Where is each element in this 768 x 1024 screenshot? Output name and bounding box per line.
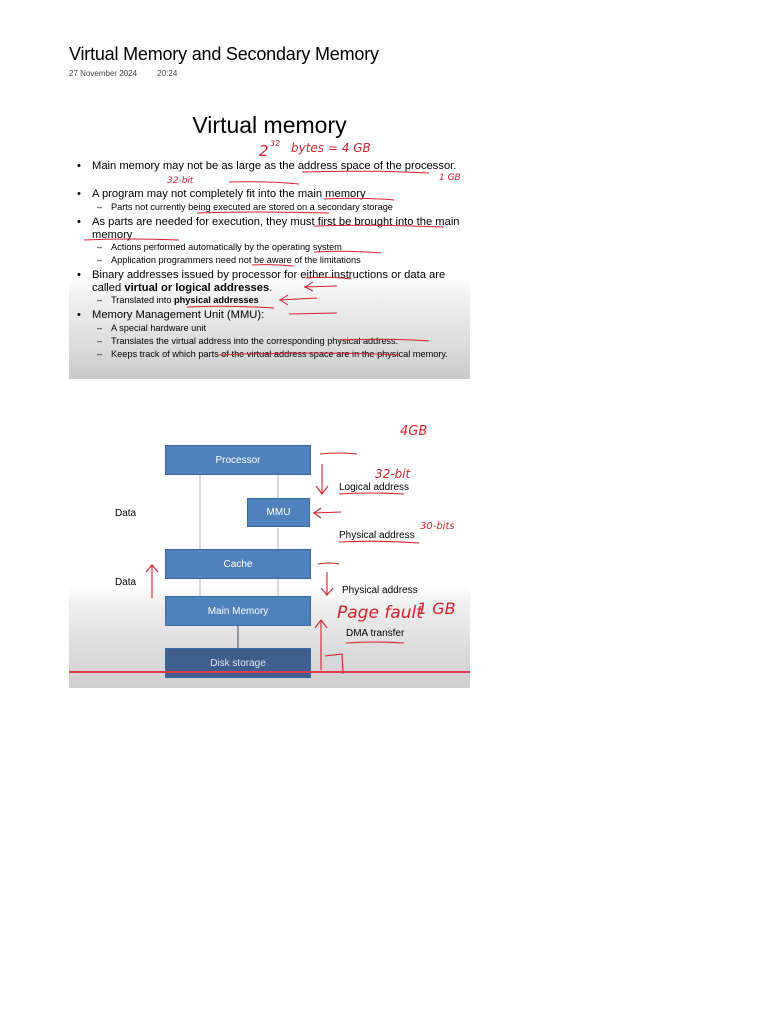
arrow-up-icon	[146, 565, 158, 598]
annotation-page-fault: Page fault	[337, 603, 423, 623]
underline-mark	[84, 239, 179, 240]
underline-mark	[314, 225, 444, 227]
underline-mark	[339, 541, 419, 543]
underline-mark	[197, 212, 329, 213]
underline-mark	[339, 493, 404, 494]
page-time: 20:24	[157, 69, 178, 78]
sub-bullet-item: – Translated into physical addresses	[97, 295, 259, 305]
sub-bullet-item: – Application programmers need not be aware of the limitations	[97, 255, 361, 265]
formula-exponent: 32	[270, 139, 281, 148]
bullet-item: • Binary addresses issued by processor for either instructions or data are called virtual or logical addresses.	[77, 269, 446, 294]
page-date: 27 November 2024	[69, 69, 138, 78]
main-memory-box: Main Memory	[165, 596, 311, 626]
underline-mark	[346, 642, 404, 643]
page-meta	[69, 69, 177, 78]
underline-mark	[324, 198, 394, 200]
formula-rest: bytes = 4 GB	[291, 141, 371, 155]
logical-address-label: Logical address	[339, 482, 410, 493]
handwritten-annotations	[69, 412, 470, 688]
arrow-down-icon	[316, 464, 328, 494]
arrow-left-icon	[313, 508, 341, 518]
data-label: Data	[115, 508, 137, 519]
processor-box: Processor	[165, 445, 311, 475]
sub-bullet-item: – Keeps track of which parts of the virtual address space are in the physical memory.	[97, 349, 448, 359]
ink-stroke	[318, 563, 339, 564]
underline-mark	[289, 313, 337, 314]
divider-line	[69, 671, 470, 673]
underline-mark	[229, 182, 299, 184]
bullet-item: • A program may not completely fit into the main memory	[77, 188, 366, 200]
dma-transfer-label: DMA transfer	[346, 628, 405, 639]
sub-bullet-item: – Translates the virtual address into the corresponding physical address.	[97, 336, 399, 346]
underline-mark	[306, 277, 351, 279]
slide-title: Virtual memory	[192, 112, 347, 138]
disk-storage-box: Disk storage	[165, 648, 311, 678]
underline-mark	[302, 171, 429, 173]
sub-bullet-item: – A special hardware unit	[97, 323, 206, 333]
bullet-item: • Memory Management Unit (MMU):	[77, 309, 265, 321]
sub-bullet-item: – Actions performed automatically by the operating system	[97, 242, 342, 252]
bullet-item: • As parts are needed for execution, they must first be brought into the main memory	[77, 216, 460, 241]
arrow-mark	[304, 282, 337, 291]
annotation-32-bit: 32-bit	[375, 467, 411, 481]
annotation-1gb: 1 GB	[439, 173, 461, 183]
cache-box: Cache	[165, 549, 311, 579]
underline-mark	[314, 251, 381, 253]
arrow-down-icon	[321, 572, 333, 595]
annotation-30-bits: 30-bits	[420, 521, 455, 532]
annotation-32-bit: 32-bit	[167, 176, 194, 186]
underline-mark	[219, 353, 399, 355]
arrow-mark	[279, 295, 317, 305]
formula-base: 2	[259, 142, 269, 160]
physical-address-label: Physical address	[342, 585, 418, 596]
bullet-item: • Main memory may not be as large as the address space of the processor.	[77, 160, 457, 172]
mmu-box: MMU	[247, 498, 310, 527]
physical-address-label: Physical address	[339, 530, 415, 541]
handwritten-annotations	[69, 100, 470, 379]
ink-stroke	[320, 453, 357, 454]
annotation-1gb: 1 GB	[417, 599, 456, 618]
underline-mark	[252, 265, 294, 266]
annotation-4gb: 4GB	[400, 424, 428, 439]
page-title: Virtual Memory and Secondary Memory	[69, 44, 379, 64]
memory-hierarchy-slide	[69, 412, 470, 688]
underline-mark	[339, 339, 429, 341]
arrow-up-icon	[315, 620, 327, 670]
virtual-memory-slide	[69, 100, 470, 379]
sub-bullet-item: – Parts not currently being executed are stored on a secondary storage	[97, 202, 393, 212]
underline-mark	[187, 306, 274, 308]
data-label: Data	[115, 577, 137, 588]
